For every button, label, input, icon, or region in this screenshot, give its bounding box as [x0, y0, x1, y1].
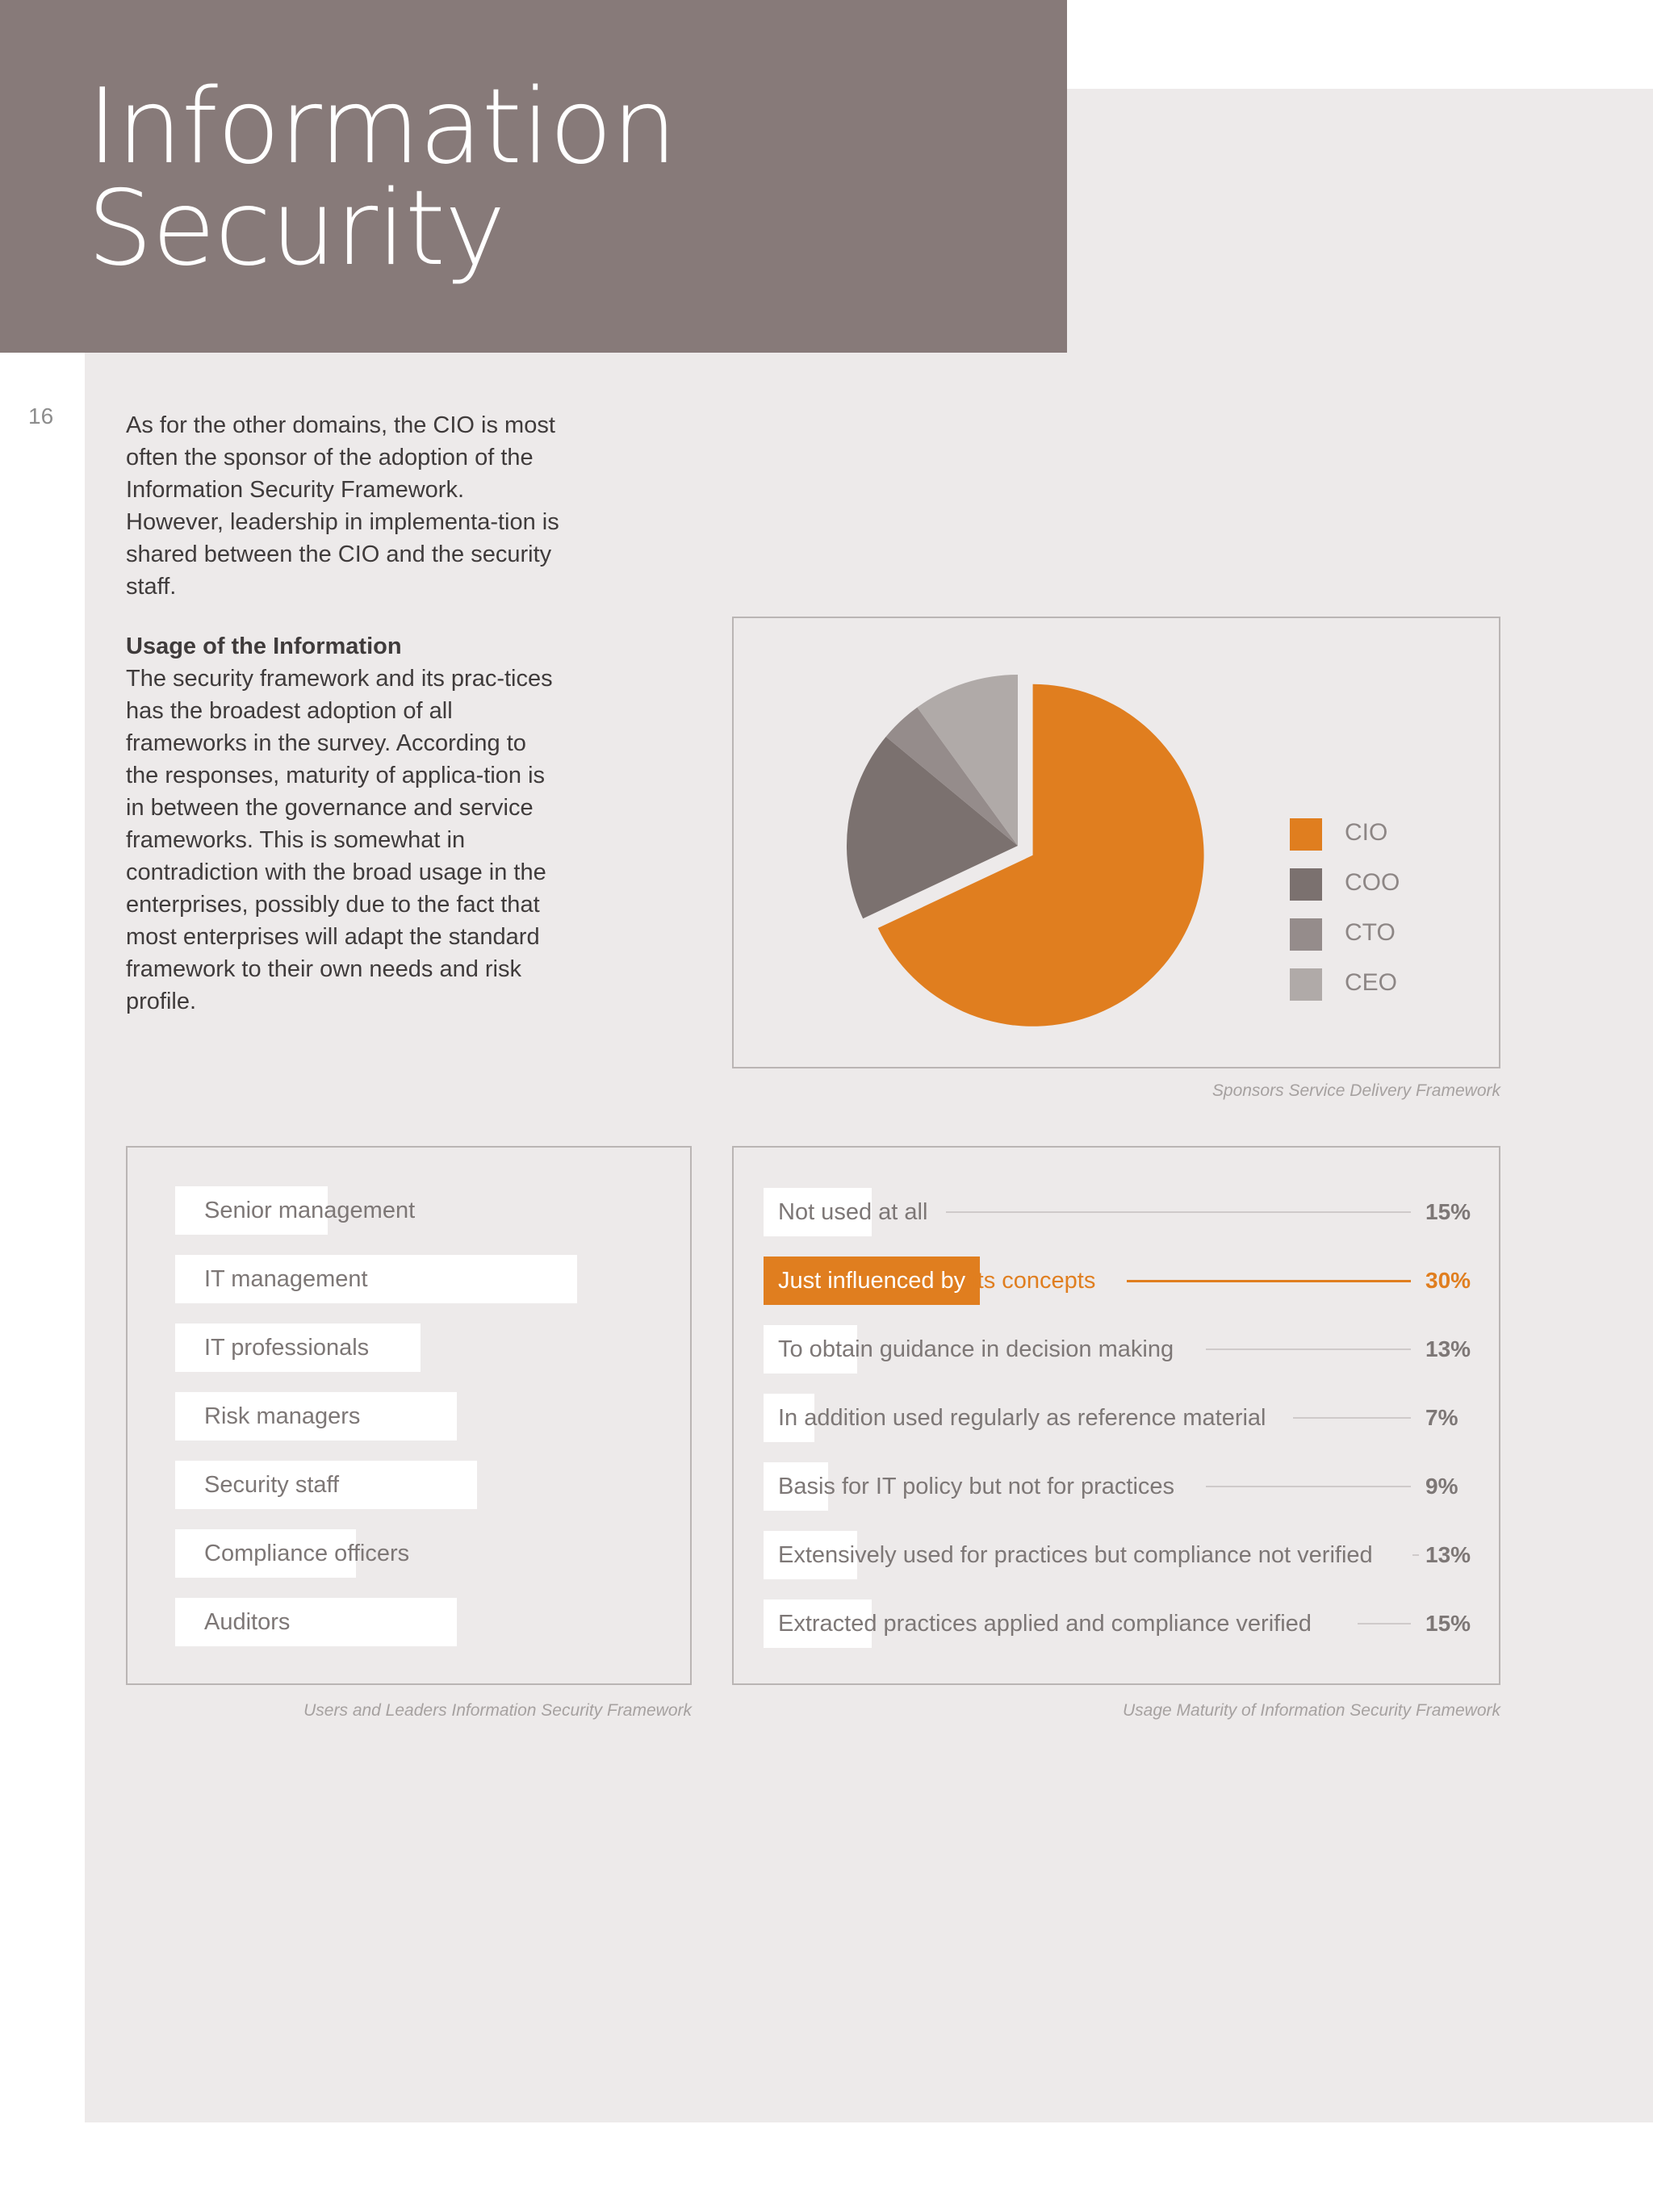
maturity-row [764, 1599, 1477, 1648]
users-bar-row [175, 1529, 577, 1578]
body-text [126, 409, 562, 1045]
legend-label: CTO [1345, 919, 1396, 946]
maturity-row-highlighted [764, 1257, 1477, 1305]
page-background-panel [85, 89, 1653, 2122]
maturity-bar-label: Extracted practices applied and compliance verified [778, 1611, 1312, 1637]
maturity-leader-line [1412, 1554, 1419, 1556]
maturity-caption: Usage Maturity of Information Security Framework [1123, 1701, 1500, 1720]
users-bar-label: Risk managers [204, 1403, 361, 1429]
users-bar-row [175, 1461, 577, 1509]
legend-label: CIO [1345, 819, 1388, 846]
legend-label: CEO [1345, 969, 1398, 996]
title-block [0, 0, 1067, 353]
users-bar-label: Auditors [204, 1609, 291, 1635]
users-bar-label: Senior management [204, 1198, 416, 1223]
maturity-leader-line [1206, 1486, 1411, 1487]
users-bar-label: Compliance officers [204, 1541, 410, 1566]
users-bar-row [175, 1323, 577, 1372]
usage-subheading: Usage of the Information [126, 633, 402, 659]
maturity-bar-label: Basis for IT policy but not for practices [778, 1474, 1175, 1499]
users-bar-row [175, 1392, 577, 1441]
legend-label: COO [1345, 869, 1400, 896]
legend-swatch [1290, 968, 1322, 1001]
users-bar-row [175, 1186, 577, 1235]
maturity-row [764, 1531, 1477, 1579]
users-bar-label: Security staff [204, 1472, 340, 1498]
maturity-bar-label: Not used at all [778, 1199, 928, 1225]
maturity-value-label: 13% [1425, 1542, 1471, 1567]
title-line-2: Security [87, 169, 505, 289]
maturity-leader-line [1293, 1417, 1411, 1419]
users-bar-row [175, 1598, 577, 1646]
maturity-value-label: 9% [1425, 1474, 1458, 1499]
title-line-1: Information [87, 67, 676, 187]
maturity-row [764, 1325, 1477, 1374]
maturity-bar-label: To obtain guidance in decision making [778, 1336, 1174, 1362]
maturity-value-label: 15% [1425, 1199, 1471, 1224]
maturity-row [764, 1394, 1477, 1442]
maturity-row [764, 1188, 1477, 1236]
maturity-row [764, 1462, 1477, 1511]
maturity-value-label: 7% [1425, 1405, 1458, 1430]
maturity-value-label: 30% [1425, 1268, 1471, 1293]
users-bar-label: IT management [204, 1266, 368, 1292]
users-caption: Users and Leaders Information Security Framework [303, 1701, 692, 1720]
legend-swatch [1290, 818, 1322, 851]
users-bar-label: IT professionals [204, 1335, 370, 1361]
maturity-value-label: 15% [1425, 1611, 1471, 1636]
maturity-leader-line [1206, 1349, 1411, 1350]
page-title [87, 67, 676, 289]
maturity-leader-line [1127, 1280, 1411, 1282]
maturity-leader-line [946, 1211, 1411, 1213]
users-bar-row [175, 1255, 577, 1303]
maturity-value-label: 13% [1425, 1336, 1471, 1361]
legend-swatch [1290, 868, 1322, 901]
legend-swatch [1290, 918, 1322, 951]
pie-caption: Sponsors Service Delivery Framework [1212, 1081, 1500, 1100]
usage-paragraph [126, 630, 562, 1018]
intro-paragraph: As for the other domains, the CIO is most often the sponsor of the adoption of the Information Security Framework. However, leadership in implementa-tion is shared between the CIO and the security staff. [126, 412, 559, 600]
maturity-leader-line [1358, 1623, 1411, 1625]
maturity-bar-label: Extensively used for practices but compliance not verified [778, 1542, 1373, 1568]
maturity-bar-label: In addition used regularly as reference material [778, 1405, 1266, 1431]
maturity-bar-label: Just influenced by its concepts [778, 1268, 1096, 1294]
usage-paragraph-text: The security framework and its prac-tices has the broadest adoption of all frameworks in the survey. According to the responses, maturity of applica-tion is in between the governance and service frameworks. This is somewhat in contradiction with the broad usage in the enterprises, possibly due to the fact that most enterprises will adapt the standard framework to their own needs and risk profile. [126, 666, 553, 1014]
page-number: 16 [28, 404, 54, 429]
